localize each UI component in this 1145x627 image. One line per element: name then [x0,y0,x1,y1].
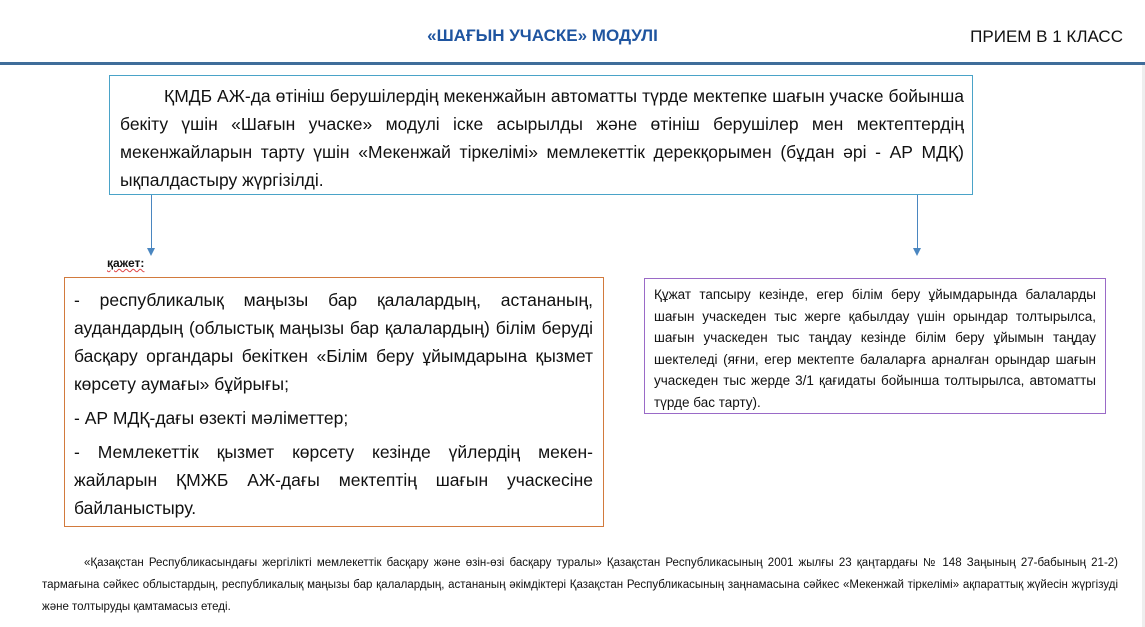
header-divider [0,62,1145,65]
right-arrow-line [917,195,918,248]
page-title: «ШАҒЫН УЧАСКЕ» МОДУЛІ [427,26,658,45]
intro-text-box [109,75,973,195]
left-arrow-line [151,195,152,248]
requirement-item: - АР МДҚ-дағы өзекті мәліметтер; [74,408,349,428]
requirements-box [64,277,604,527]
restriction-note-box [644,278,1106,414]
left-arrow-head [147,248,155,256]
legal-footnote: «Қазақстан Республикасындағы жергілікті мемлекеттік басқару және өзін-өзі басқару туралы» Қазақстан Республикасының 2001 жылғы 23 қаңтардағы № 148 Заңының 27-бабының 21-2) тармағына сәйкес облыстардың, республикалық маңызы бар қалалардың, астананың әкімдіктері Қазақстан Республикасының заңнамасына сәйкес «Мекенжай тіркелімі» ақпараттық жүйесін жүргізуді және толтыруды қамтамасыз етеді. [42,557,1118,613]
requirement-item: - республикалық маңызы бар қалалардың, астананың, аудандардың (облыстық маңызы бар қалалардың) білім беруді басқару органдары бекіткен «Білім беру ұйымдарына қызмет көрсету аумағы» бұйрығы; [74,290,593,394]
right-arrow-head [913,248,921,256]
restriction-note-text: Құжат тапсыру кезінде, егер білім беру ұйымдарында балаларды шағын учаскеден тыс жерге қабылдау үшін орындар толтырылса, шағын учаскеден тыс таңдау кезінде білім беру ұйымын таңдау шектеледі (яғни, егер мектепте балаларға арналған орындар шағын учаскеден тыс жерде 3/1 қағидаты бойынша толтырылса, автоматты түрде бас тарту). [654,287,1096,410]
requirement-item: - Мемлекеттік қызмет көрсету кезінде үйлердің мекен-жайларын ҚМЖБ АЖ-дағы мектептің шағын учаскесіне байланыстыру. [74,442,593,518]
section-label: ПРИЕМ В 1 КЛАСС [970,27,1123,46]
intro-text: ҚМДБ АЖ-да өтініш берушілердің мекенжайын автоматты түрде мектепке шағын учаске бойынша бекіту үшін «Шағын учаске» модулі іске асырылды және өтініш берушілер мен мектептердің мекенжайларын тарту үшін «Мекенжай тіркелімі» мемлекеттік дерекқорымен (бұдан әрі - АР МДҚ) ықпалдастыру жүргізілді. [120,86,964,190]
required-label: қажет: [107,256,145,270]
